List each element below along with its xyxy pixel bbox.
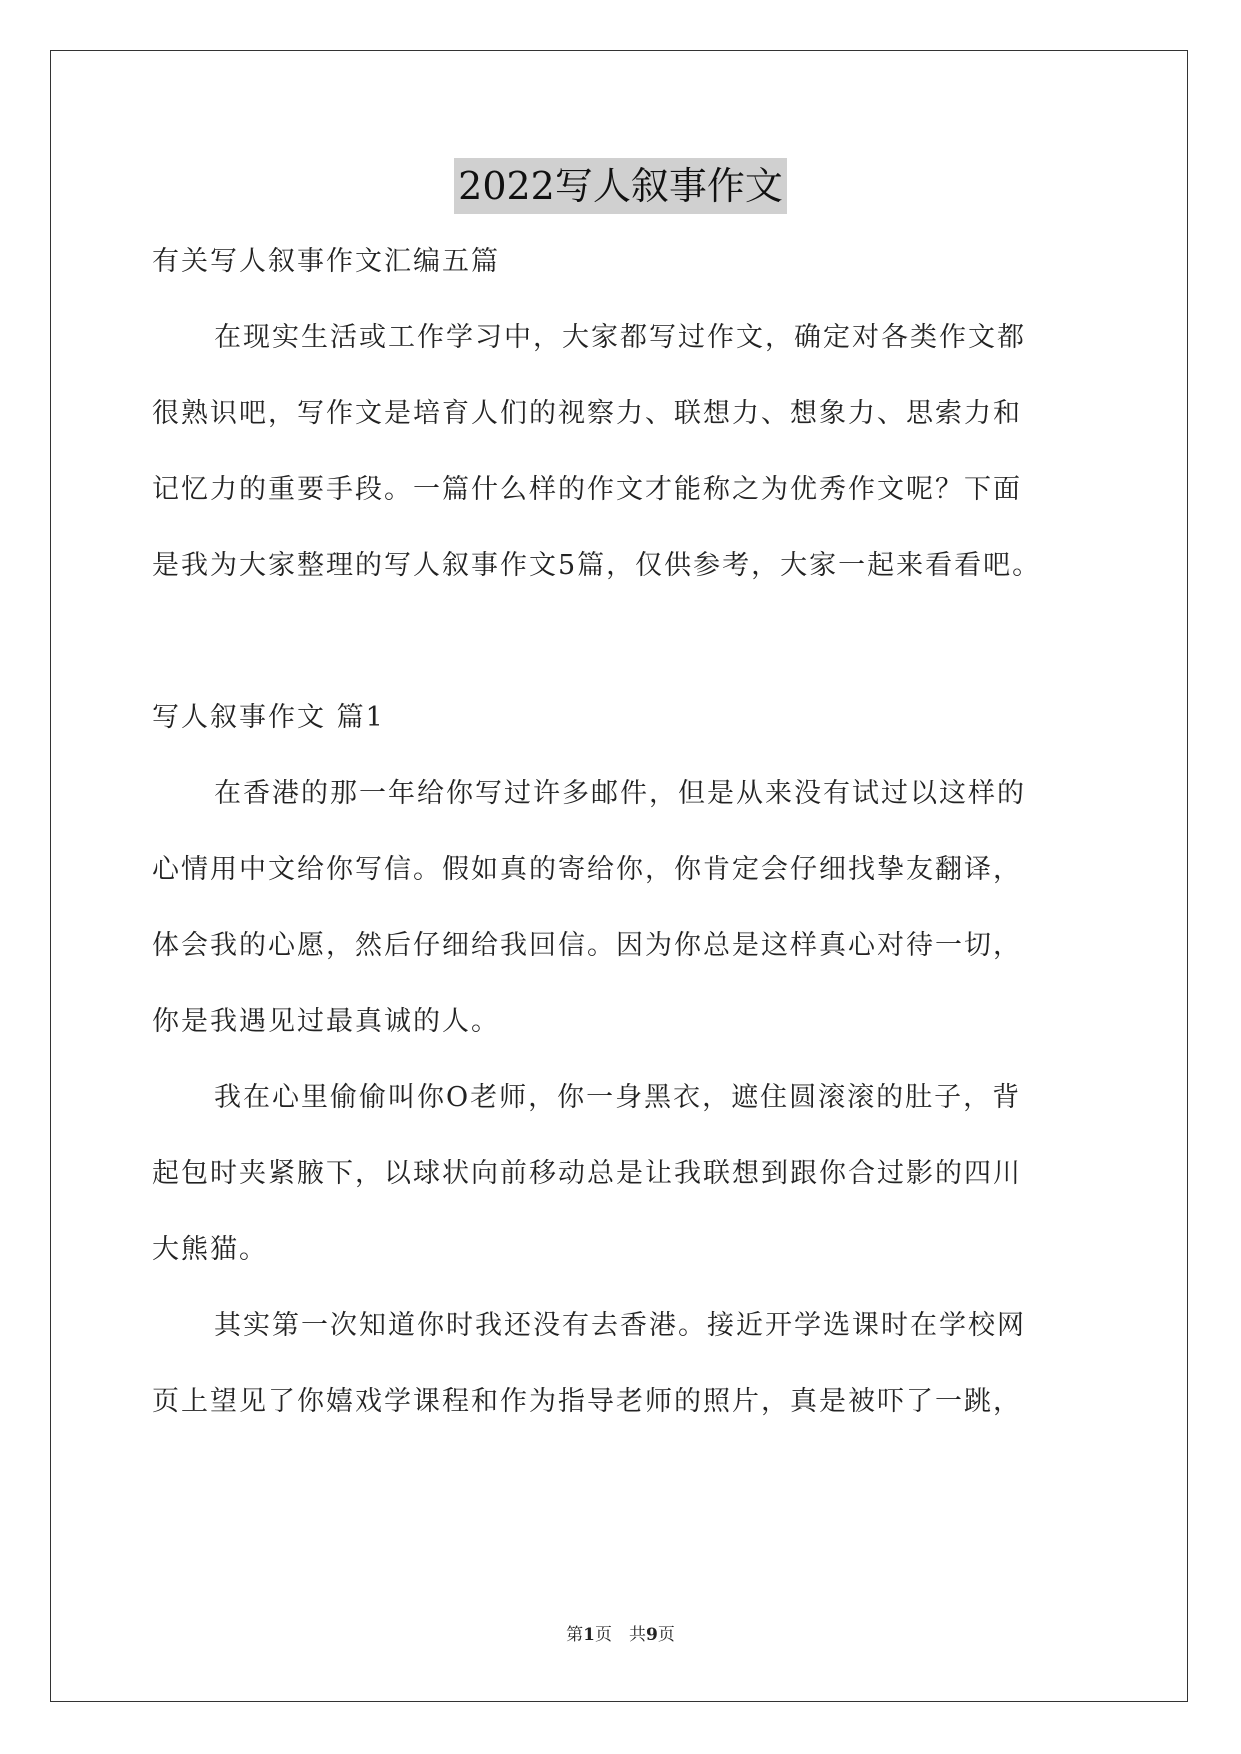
footer-page-total: 9 (646, 1625, 658, 1645)
paragraph2-line-1: 我在心里偷偷叫你O老师，你一身黑衣，遮住圆滚滚的肚子，背 (214, 1082, 1022, 1113)
intro-line-1: 在现实生活或工作学习中，大家都写过作文，确定对各类作文都 (214, 322, 1026, 353)
document-subtitle: 有关写人叙事作文汇编五篇 (152, 246, 500, 277)
footer-page-current: 1 (583, 1625, 595, 1645)
document-title: 2022写人叙事作文 (454, 158, 787, 214)
paragraph3-line-1: 其实第一次知道你时我还没有去香港。接近开学选课时在学校网 (214, 1310, 1026, 1341)
section-gap (152, 614, 1092, 690)
paragraph3-line-2: 页上望见了你嬉戏学课程和作为指导老师的照片，真是被吓了一跳， (152, 1386, 1022, 1417)
paragraph1-line-3: 体会我的心愿，然后仔细给我回信。因为你总是这样真心对待一切， (152, 930, 1022, 961)
title-container (0, 158, 1241, 214)
paragraph1-line-1: 在香港的那一年给你写过许多邮件，但是从来没有试过以这样的 (214, 778, 1026, 809)
paragraph1-line-4: 你是我遇见过最真诚的人。 (152, 1006, 500, 1037)
paragraph1-line-2: 心情用中文给你写信。假如真的寄给你，你肯定会仔细找挚友翻译， (152, 854, 1022, 885)
intro-line-4: 是我为大家整理的写人叙事作文5篇，仅供参考，大家一起来看看吧。 (152, 550, 1042, 581)
footer-page-prefix: 第 (566, 1625, 584, 1645)
paragraph2-line-2: 起包时夹紧腋下，以球状向前移动总是让我联想到跟你合过影的四川 (152, 1158, 1022, 1189)
intro-line-3: 记忆力的重要手段。一篇什么样的作文才能称之为优秀作文呢？下面 (152, 474, 1022, 505)
footer-page-suffix: 页 (657, 1625, 675, 1645)
page-footer (0, 1620, 1241, 1645)
section-heading: 写人叙事作文 篇1 (152, 702, 385, 733)
intro-line-2: 很熟识吧，写作文是培育人们的视察力、联想力、想象力、思索力和 (152, 398, 1022, 429)
document-body (152, 234, 1092, 1450)
footer-page-mid: 页 共 (595, 1625, 646, 1645)
paragraph2-line-3: 大熊猫。 (152, 1234, 268, 1265)
